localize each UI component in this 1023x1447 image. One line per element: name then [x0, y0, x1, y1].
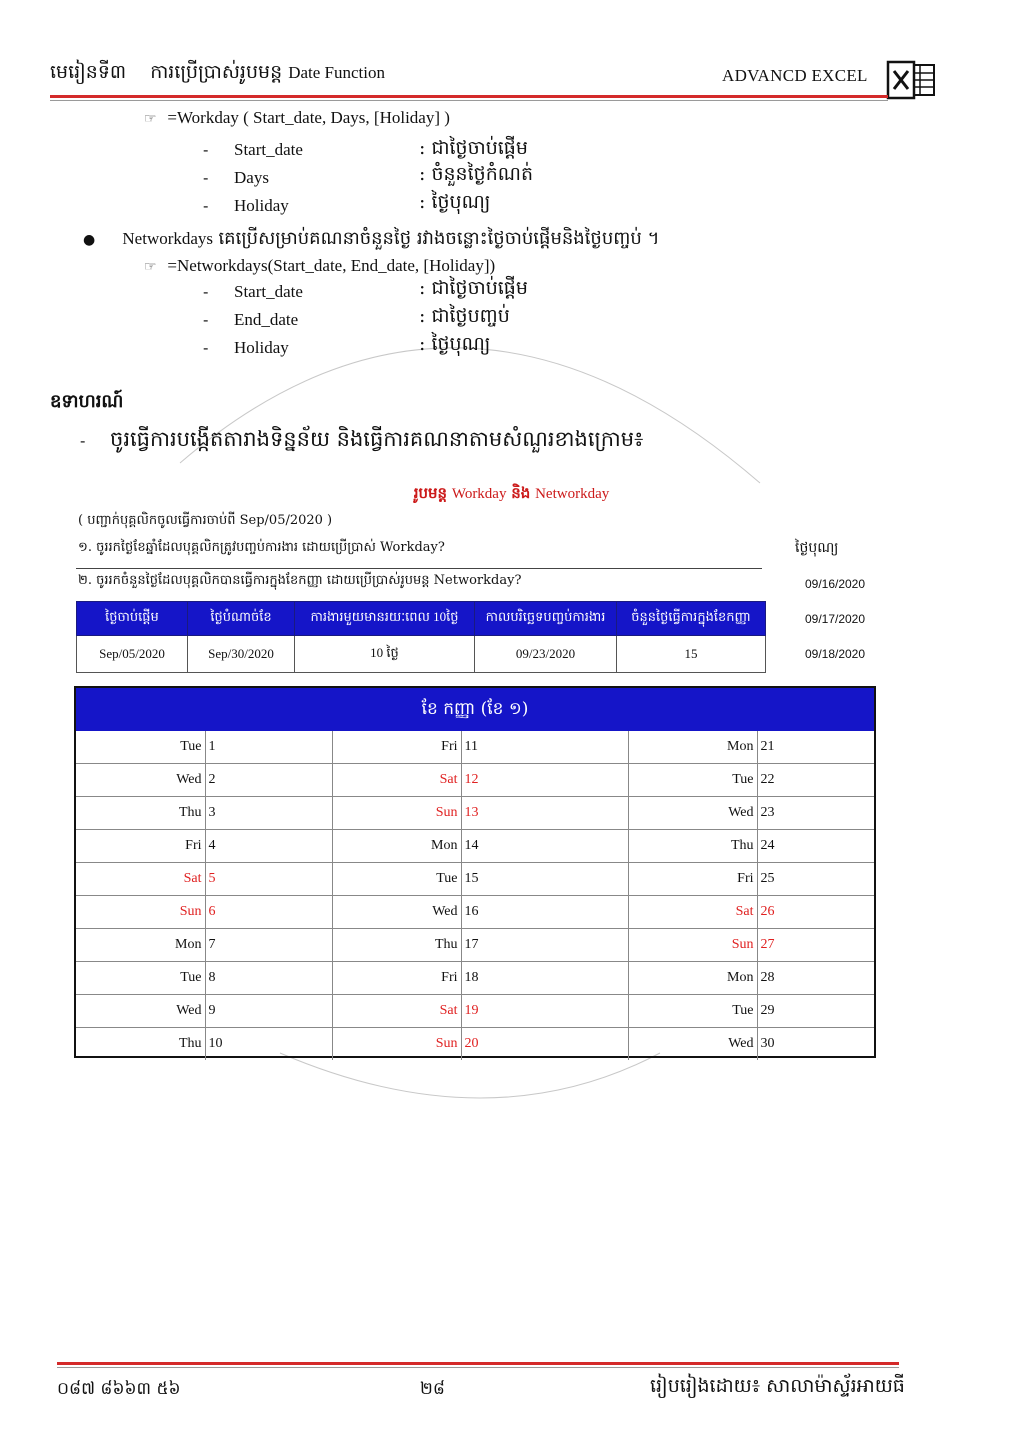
calendar-row [76, 896, 874, 929]
holiday-date: 09/18/2020 [804, 647, 866, 661]
weekday-cell: Fri [628, 863, 757, 896]
excel-icon [886, 60, 936, 100]
september-calendar [74, 686, 876, 1058]
date-cell: 12 [461, 764, 628, 797]
date-cell: 15 [461, 863, 628, 896]
section-title: ឧទាហរណ៍ [50, 391, 124, 412]
table-header-row [77, 602, 766, 636]
question-1: ១. ចូររកថ្ងៃខែឆ្នាំដែលបុគ្គលិកត្រូវបញ្ចប់ការងារ ដោយប្រើប្រាស់ Workday? [78, 540, 445, 555]
table-cell: 10 ថ្ងៃ [295, 636, 475, 673]
arg-row: - Start_date : ជាថ្ងៃចាប់ផ្តើម [203, 137, 528, 159]
weekday-cell: Mon [332, 830, 461, 863]
calendar-row [76, 962, 874, 995]
networkdays-args [203, 277, 603, 364]
weekday-cell: Thu [76, 1028, 205, 1061]
weekday-cell: Sun [76, 896, 205, 929]
page-number: ២៨ [420, 1379, 445, 1399]
date-cell: 29 [757, 995, 874, 1028]
arg-row: - End_date : ជាថ្ងៃបញ្ចប់ [203, 305, 510, 329]
footer-rule-thin [57, 1367, 899, 1368]
calendar-title: ខែ កញ្ញា (ខែ ១) [76, 688, 874, 731]
pointing-hand-icon: ☞ [144, 111, 157, 127]
date-cell: 27 [757, 929, 874, 962]
weekday-cell: Fri [332, 962, 461, 995]
question-2: ២. ចូររកចំនួនថ្ងៃដែលបុគ្គលិកបានធ្វើការក្នុងខែកញ្ញា ដោយប្រើប្រាស់រូបមន្ត Networkday? [78, 573, 522, 588]
date-cell: 22 [757, 764, 874, 797]
calendar-row [76, 731, 874, 764]
table-row [77, 636, 766, 673]
table-cell: Sep/05/2020 [77, 636, 188, 673]
weekday-cell: Sun [628, 929, 757, 962]
holiday-date: 09/16/2020 [804, 577, 866, 591]
weekday-cell: Wed [76, 764, 205, 797]
weekday-cell: Mon [628, 962, 757, 995]
instruction: - ចូរធ្វើការបង្កើតតារាងទិន្នន័យ និងធ្វើការគណនាតាមសំណួរខាងក្រោម៖ [80, 427, 644, 451]
question-divider [76, 568, 762, 569]
date-cell: 9 [205, 995, 332, 1028]
date-cell: 24 [757, 830, 874, 863]
lesson-label: មេរៀនទី៣ [50, 61, 127, 83]
date-cell: 19 [461, 995, 628, 1028]
table-header: ការងារមួយមានរយៈពេល 10ថ្ងៃ [295, 602, 475, 636]
date-cell: 5 [205, 863, 332, 896]
date-cell: 1 [205, 731, 332, 764]
weekday-cell: Sun [332, 1028, 461, 1061]
holiday-label: ថ្ងៃបុណ្យ [795, 540, 839, 556]
weekday-cell: Sat [628, 896, 757, 929]
weekday-cell: Tue [76, 731, 205, 764]
weekday-cell: Thu [628, 830, 757, 863]
date-cell: 26 [757, 896, 874, 929]
summary-table [76, 601, 766, 673]
weekday-cell: Wed [628, 1028, 757, 1061]
table-header: កាលបរិច្ឆេទបញ្ចប់ការងារ [475, 602, 617, 636]
calendar-row [76, 830, 874, 863]
date-cell: 11 [461, 731, 628, 764]
weekday-cell: Fri [332, 731, 461, 764]
arg-row: - Holiday : ថ្ងៃបុណ្យ [203, 191, 491, 215]
weekday-cell: Wed [332, 896, 461, 929]
weekday-cell: Wed [76, 995, 205, 1028]
arg-row: - Holiday : ថ្ងៃបុណ្យ [203, 333, 491, 357]
date-cell: 16 [461, 896, 628, 929]
date-cell: 18 [461, 962, 628, 995]
footer-phone: ០៨៧ ៨៦៦៣ ៥៦ [57, 1379, 181, 1399]
weekday-cell: Mon [628, 731, 757, 764]
weekday-cell: Sat [76, 863, 205, 896]
brand-label: ADVANCD EXCEL [722, 66, 868, 85]
weekday-cell: Mon [76, 929, 205, 962]
weekday-cell: Tue [628, 764, 757, 797]
weekday-cell: Fri [76, 830, 205, 863]
page-header [50, 60, 385, 88]
weekday-cell: Sun [332, 797, 461, 830]
header-title-kh: ការប្រើប្រាស់រូបមន្ត [150, 61, 283, 83]
date-cell: 14 [461, 830, 628, 863]
date-cell: 7 [205, 929, 332, 962]
header-rule-thin [50, 100, 888, 101]
weekday-cell: Tue [76, 962, 205, 995]
weekday-cell: Sat [332, 995, 461, 1028]
weekday-cell: Tue [332, 863, 461, 896]
arg-row: - Start_date : ជាថ្ងៃចាប់ផ្តើម [203, 277, 528, 301]
table-cell: Sep/30/2020 [188, 636, 295, 673]
arg-row: - Days : ចំនួនថ្ងៃកំណត់ [203, 163, 534, 187]
holiday-date: 09/17/2020 [804, 612, 866, 626]
networkdays-bullet: ● Networkdays គេប្រើសម្រាប់គណនាចំនួនថ្ងៃ រវាងចន្លោះថ្ងៃចាប់ផ្តើមនិងថ្ងៃបញ្ចប់ ។ [83, 228, 660, 249]
example-note: ( បញ្ជាក់បុគ្គលិកចូលធ្វើការចាប់ពី Sep/05/2020 ) [78, 513, 333, 528]
table-header: ថ្ងៃចាប់ផ្តើម [77, 602, 188, 636]
workday-formula: ☞ =Workday ( Start_date, Days, [Holiday] ) [144, 108, 450, 127]
calendar-row [76, 797, 874, 830]
date-cell: 17 [461, 929, 628, 962]
date-cell: 30 [760, 1036, 775, 1051]
pointing-hand-icon: ☞ [144, 259, 157, 275]
date-cell: 21 [757, 731, 874, 764]
example-title: រូបមន្ត Workday និង Networkday [413, 484, 610, 502]
calendar-row [76, 929, 874, 962]
footer-rule [57, 1362, 899, 1365]
weekday-cell: Thu [332, 929, 461, 962]
table-cell: 09/23/2020 [475, 636, 617, 673]
date-cell: 20 [461, 1028, 628, 1061]
table-header: ចំនួនថ្ងៃធ្វើការក្នុងខែកញ្ញា [617, 602, 766, 636]
weekday-cell: Thu [76, 797, 205, 830]
date-cell: 25 [757, 863, 874, 896]
table-cell: 15 [617, 636, 766, 673]
date-cell: 10 [205, 1028, 332, 1061]
calendar-row [76, 995, 874, 1028]
date-cell: 6 [205, 896, 332, 929]
date-cell: 2 [205, 764, 332, 797]
calendar-row [76, 863, 874, 896]
footer-author: រៀបរៀងដោយ៖ សាលាម៉ាស្ទ័រអាយធី [650, 1375, 905, 1397]
date-cell: 13 [461, 797, 628, 830]
networkdays-formula: ☞ =Networkdays(Start_date, End_date, [Holiday]) [144, 256, 496, 275]
workday-args [203, 138, 603, 222]
weekday-cell: Wed [628, 797, 757, 830]
date-cell: 28 [757, 962, 874, 995]
weekday-cell: Sat [332, 764, 461, 797]
date-cell: 4 [205, 830, 332, 863]
header-rule [50, 95, 888, 98]
table-header: ថ្ងៃបំណាច់ខែ [188, 602, 295, 636]
date-cell: 8 [205, 962, 332, 995]
date-cell: 3 [205, 797, 332, 830]
calendar-grid [76, 731, 874, 1060]
weekday-cell: Tue [628, 995, 757, 1028]
calendar-row [76, 764, 874, 797]
date-cell: 23 [757, 797, 874, 830]
header-title-en: Date Function [288, 63, 385, 82]
calendar-row [76, 1028, 874, 1061]
